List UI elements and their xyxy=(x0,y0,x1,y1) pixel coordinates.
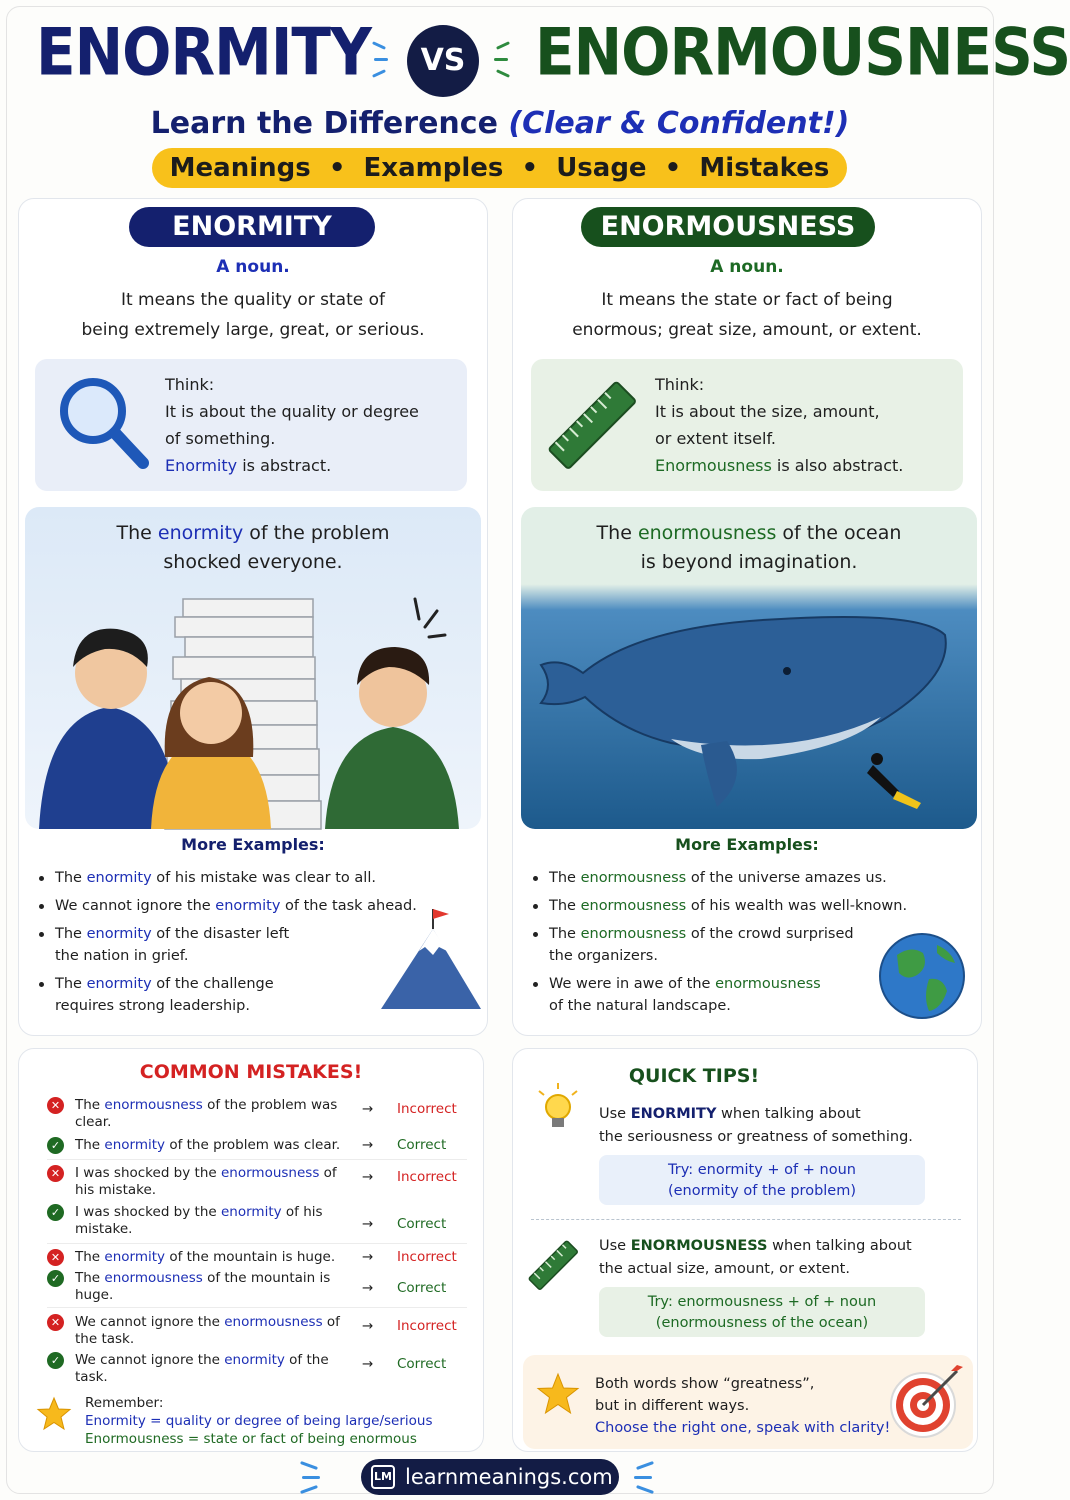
dash-icon xyxy=(374,58,388,61)
noun-label: A noun. xyxy=(216,257,290,277)
arrow-icon: → xyxy=(362,1169,374,1185)
list-item xyxy=(533,973,833,1017)
example-part: The xyxy=(55,976,87,992)
enormity-illustration xyxy=(25,507,481,829)
result-label: Correct xyxy=(397,1280,447,1296)
think-box xyxy=(35,359,467,491)
subtitle xyxy=(0,106,1000,141)
think-line: It is about the size, amount, xyxy=(655,402,880,421)
sentence-part: The xyxy=(75,1270,105,1286)
definition-line: enormous; great size, amount, or extent. xyxy=(572,320,922,340)
think-rest: is also abstract. xyxy=(771,456,904,475)
x-circle-icon: ✕ xyxy=(47,1314,64,1331)
arrow-icon: → xyxy=(362,1356,374,1372)
keyword: ENORMITY xyxy=(630,1106,717,1122)
list-item xyxy=(39,973,329,1017)
list-item xyxy=(533,867,953,889)
think-line: of something. xyxy=(165,429,276,448)
example-part: We were in awe of the xyxy=(549,976,716,992)
think-line: It is about the quality or degree xyxy=(165,402,419,421)
logo-icon: LM xyxy=(371,1465,395,1489)
think-label: Think: xyxy=(165,375,215,394)
sentence-part: The xyxy=(75,1137,105,1153)
divider xyxy=(47,1307,467,1308)
result-label: Correct xyxy=(397,1216,447,1232)
caption-line: shocked everyone. xyxy=(163,551,343,573)
result-label: Incorrect xyxy=(397,1101,457,1117)
x-circle-icon: ✕ xyxy=(47,1165,64,1182)
lightbulb-icon xyxy=(535,1083,581,1135)
example-part: The xyxy=(55,870,87,886)
arrow-icon: → xyxy=(362,1101,374,1117)
example-part: of the universe amazes us. xyxy=(686,870,887,886)
definition xyxy=(513,285,981,345)
remember-line: Enormity = quality or degree of being large/serious xyxy=(85,1413,433,1429)
final-line: but in different ways. xyxy=(595,1398,750,1414)
check-circle-icon: ✓ xyxy=(47,1352,64,1369)
result-label: Correct xyxy=(397,1356,447,1372)
arrow-icon: → xyxy=(362,1216,374,1232)
keyword: enormousness xyxy=(220,1165,320,1181)
keyword: enormousness xyxy=(224,1314,323,1330)
tag-examples: Examples xyxy=(363,153,504,183)
tip-line: the actual size, amount, or extent. xyxy=(599,1261,850,1277)
keyword: enormousness xyxy=(104,1097,203,1113)
check-circle-icon: ✓ xyxy=(47,1204,64,1221)
enormousness-pill: ENORMOUSNESS xyxy=(581,207,875,247)
topic-bar: Meanings • Examples • Usage • Mistakes xyxy=(152,148,847,188)
globe-icon xyxy=(877,931,967,1021)
example-part: of the challenge requires strong leadership. xyxy=(55,976,274,1014)
keyword: enormity xyxy=(86,976,152,992)
try-line: (enormousness of the ocean) xyxy=(655,1315,869,1331)
mistake-sentence xyxy=(75,1314,355,1348)
try-line: Try: enormity + of + noun xyxy=(668,1162,856,1178)
remember-line: Enormousness = state or fact of being enormous xyxy=(85,1431,417,1447)
keyword: ENORMOUSNESS xyxy=(630,1238,768,1254)
keyword: enormousness xyxy=(715,976,821,992)
list-item xyxy=(39,867,459,889)
mistake-sentence xyxy=(75,1352,355,1386)
think-line xyxy=(655,452,903,479)
tips-title: QUICK TIPS! xyxy=(628,1065,760,1087)
caption-part: The xyxy=(596,522,638,544)
sentence-part: of his mistake. xyxy=(75,1165,337,1198)
tip-part: Use xyxy=(599,1238,631,1254)
example-part: of his wealth was well-known. xyxy=(686,898,908,914)
whale-icon xyxy=(521,507,977,829)
tip-part: Use xyxy=(599,1106,631,1122)
sentence-part: We cannot ignore the xyxy=(75,1314,225,1330)
mistake-sentence xyxy=(75,1204,355,1238)
dash-icon xyxy=(302,1476,320,1479)
keyword: enormity xyxy=(220,1204,282,1220)
mistake-sentence xyxy=(75,1137,375,1154)
try-line: (enormity of the problem) xyxy=(667,1183,857,1199)
list-item xyxy=(39,923,309,967)
tag-mistakes: Mistakes xyxy=(699,153,830,183)
star-icon xyxy=(537,1373,579,1415)
x-circle-icon: ✕ xyxy=(47,1249,64,1266)
keyword: enormousness xyxy=(637,522,777,544)
more-examples-heading: More Examples: xyxy=(181,835,325,854)
example-part: We cannot ignore the xyxy=(55,898,216,914)
caption-part: The xyxy=(116,522,158,544)
example-part: The xyxy=(549,870,581,886)
think-box xyxy=(531,359,963,491)
example-part: The xyxy=(549,898,581,914)
final-note xyxy=(523,1355,973,1449)
keyword: enormity xyxy=(224,1352,285,1368)
arrow-icon: → xyxy=(362,1137,374,1153)
definition xyxy=(19,285,487,345)
keyword: enormousness xyxy=(104,1270,203,1286)
tag-usage: Usage xyxy=(556,153,647,183)
sentence-part: I was shocked by the xyxy=(75,1165,221,1181)
enormousness-card xyxy=(512,198,982,1036)
mistake-sentence xyxy=(75,1097,355,1131)
quick-tips-box xyxy=(512,1048,978,1452)
keyword: enormity xyxy=(86,870,152,886)
tip-enormity xyxy=(599,1103,913,1149)
mistake-sentence xyxy=(75,1165,355,1199)
ocean-whale-illustration xyxy=(521,507,977,829)
divider xyxy=(47,1243,467,1244)
caption-line: is beyond imagination. xyxy=(640,551,858,573)
ruler-icon xyxy=(543,371,643,481)
list-item xyxy=(533,895,953,917)
dash-icon xyxy=(634,1476,652,1479)
try-enormousness xyxy=(599,1287,925,1337)
keyword: enormity xyxy=(157,522,244,544)
keyword: enormousness xyxy=(580,898,687,914)
keyword: enormousness xyxy=(580,926,687,942)
keyword: enormity xyxy=(215,898,281,914)
sentence-part: of the task. xyxy=(75,1314,340,1347)
enormity-card xyxy=(18,198,488,1036)
example-part: The xyxy=(55,926,87,942)
more-examples-heading: More Examples: xyxy=(675,835,819,854)
noun-label: A noun. xyxy=(710,257,784,277)
sentence-part: of the mountain is huge. xyxy=(165,1249,336,1265)
vs-badge: VS xyxy=(407,25,479,97)
final-line: Both words show “greatness”, xyxy=(595,1376,815,1392)
caption-part: of the problem xyxy=(243,522,390,544)
magnifier-icon xyxy=(55,373,155,483)
keyword: Enormousness xyxy=(655,456,772,475)
tip-enormousness xyxy=(599,1235,912,1281)
sentence-part: of the task. xyxy=(75,1352,329,1385)
arrow-icon: → xyxy=(362,1280,374,1296)
arrow-icon: → xyxy=(362,1249,374,1265)
example-part: of the natural landscape. xyxy=(549,998,731,1014)
target-icon xyxy=(885,1363,965,1443)
remember-label: Remember: xyxy=(85,1395,164,1411)
site-link[interactable]: learnmeanings.com xyxy=(405,1465,613,1489)
common-mistakes-box xyxy=(18,1048,484,1452)
tip-part: when talking about xyxy=(716,1106,861,1122)
sentence-part: of the mountain is huge. xyxy=(75,1270,331,1303)
final-line: Choose the right one, speak with clarity! xyxy=(595,1420,891,1436)
x-circle-icon: ✕ xyxy=(47,1097,64,1114)
mountain-flag-icon xyxy=(379,907,483,1011)
think-rest: is abstract. xyxy=(237,456,332,475)
check-circle-icon: ✓ xyxy=(47,1270,64,1287)
example-part: of the disaster left the nation in grief. xyxy=(55,926,290,964)
remember-note xyxy=(85,1394,433,1448)
sentence-part: of his mistake. xyxy=(75,1204,323,1237)
think-label: Think: xyxy=(655,375,705,394)
definition-line: It means the quality or state of xyxy=(120,290,386,310)
try-line: Try: enormousness + of + noun xyxy=(647,1294,877,1310)
mistakes-title: COMMON MISTAKES! xyxy=(139,1061,363,1083)
divider xyxy=(47,1159,467,1160)
result-label: Incorrect xyxy=(397,1249,457,1265)
mistake-sentence xyxy=(75,1270,355,1304)
list-item xyxy=(533,923,863,967)
caption-part: of the ocean xyxy=(776,522,902,544)
keyword: enormousness xyxy=(580,870,687,886)
definition-line: being extremely large, great, or serious. xyxy=(81,320,425,340)
tip-line: the seriousness or greatness of something. xyxy=(599,1129,913,1145)
keyword: Enormity xyxy=(165,456,238,475)
sentence-part: We cannot ignore the xyxy=(75,1352,225,1368)
subtitle-emphasis: (Clear & Confident!) xyxy=(508,106,850,141)
keyword: enormity xyxy=(86,926,152,942)
tip-part: when talking about xyxy=(767,1238,912,1254)
ruler-icon xyxy=(527,1239,581,1293)
example-part: of his mistake was clear to all. xyxy=(151,870,376,886)
sentence-part: The xyxy=(75,1249,105,1265)
star-icon xyxy=(37,1397,71,1431)
check-circle-icon: ✓ xyxy=(47,1137,64,1154)
try-enormity xyxy=(599,1155,925,1205)
final-text xyxy=(595,1373,890,1439)
mistake-sentence xyxy=(75,1249,375,1266)
title-enormity: ENORMITY xyxy=(36,14,371,91)
people-paper-stack-icon xyxy=(25,507,481,829)
sentence-part: of the problem was clear. xyxy=(75,1097,338,1130)
sentence-part: of the problem was clear. xyxy=(165,1137,341,1153)
tag-meanings: Meanings xyxy=(169,153,311,183)
result-label: Correct xyxy=(397,1137,447,1153)
example-part: of the crowd surprised the organizers. xyxy=(549,926,854,964)
enormity-pill: ENORMITY xyxy=(129,207,375,247)
footer-badge[interactable] xyxy=(361,1459,619,1495)
title-enormousness: ENORMOUSNESS xyxy=(535,14,1070,91)
example-part: The xyxy=(549,926,581,942)
keyword: enormity xyxy=(104,1137,166,1153)
dash-icon xyxy=(494,58,508,61)
keyword: enormity xyxy=(104,1249,166,1265)
result-label: Incorrect xyxy=(397,1318,457,1334)
sentence-part: I was shocked by the xyxy=(75,1204,221,1220)
subtitle-main: Learn the Difference xyxy=(150,106,498,141)
think-line: or extent itself. xyxy=(655,429,776,448)
think-line xyxy=(165,452,419,479)
definition-line: It means the state or fact of being xyxy=(601,290,893,310)
divider xyxy=(531,1219,961,1220)
sentence-part: The xyxy=(75,1097,105,1113)
example-part: of the task ahead. xyxy=(280,898,417,914)
arrow-icon: → xyxy=(362,1318,374,1334)
result-label: Incorrect xyxy=(397,1169,457,1185)
